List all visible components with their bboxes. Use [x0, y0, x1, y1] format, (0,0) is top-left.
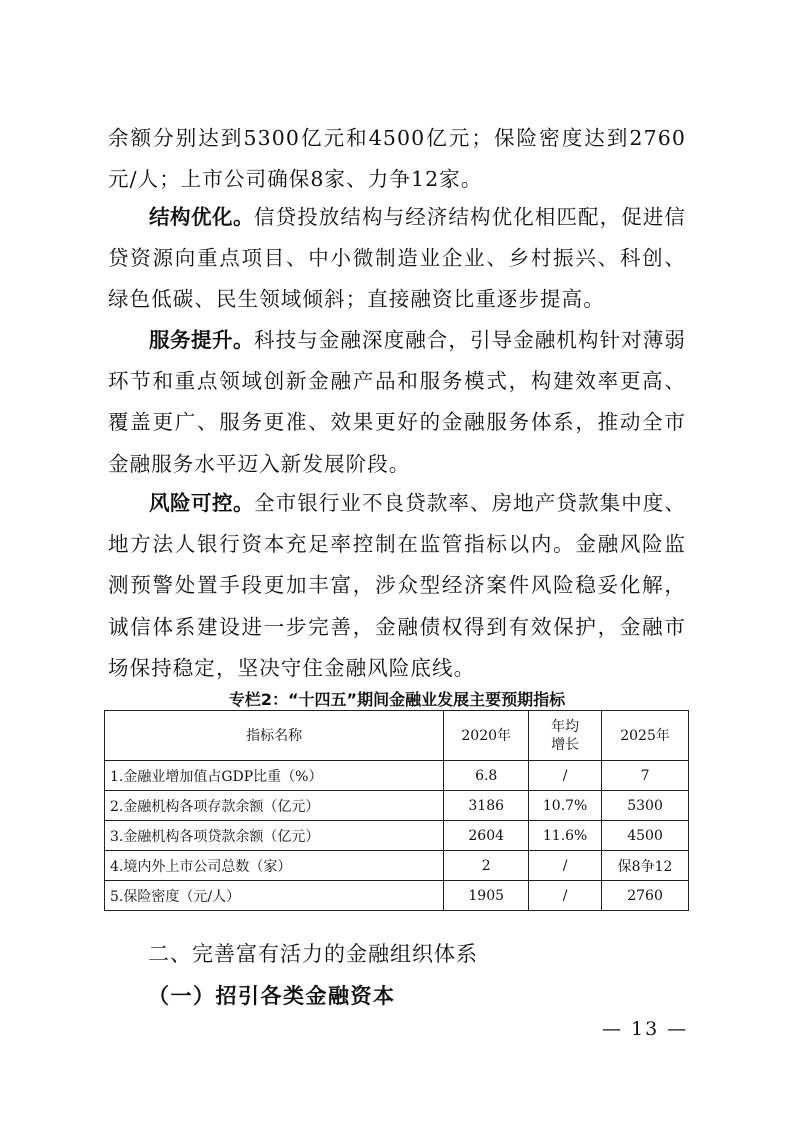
- cell-indicator-name: 4.境内外上市公司总数（家）: [105, 851, 444, 881]
- header-annual-growth: [529, 711, 602, 761]
- table-caption: 专栏2：“十四五”期间金融业发展主要预期指标: [228, 690, 566, 709]
- cell-2020: 2604: [444, 821, 529, 851]
- paragraph-lead-risk: 风险可控。: [149, 491, 254, 515]
- page-number: — 13 —: [602, 1018, 689, 1040]
- subsection-heading: （一）招引各类金融资本: [148, 984, 396, 1008]
- cell-growth: 10.7%: [529, 791, 602, 821]
- paragraph-lead-service: 服务提升。: [149, 328, 254, 352]
- cell-2025: 保8争12: [602, 851, 689, 881]
- header-growth-line1: 年均: [551, 718, 580, 735]
- cell-2025: 5300: [602, 791, 689, 821]
- cell-growth: /: [529, 761, 602, 791]
- paragraph-targets-continued: 余额分别达到5300亿元和4500亿元；保险密度达到2760元/人；上市公司确保8家、力争12家。: [108, 126, 686, 192]
- table-row: [105, 881, 689, 911]
- table-row: [105, 761, 689, 791]
- paragraph-lead-structure: 结构优化。: [149, 205, 254, 229]
- cell-2020: 3186: [444, 791, 529, 821]
- cell-2025: 4500: [602, 821, 689, 851]
- cell-2025: 7: [602, 761, 689, 791]
- cell-growth: /: [529, 851, 602, 881]
- paragraph-body-risk: 全市银行业不良贷款率、房地产贷款集中度、地方法人银行资本充足率控制在监管指标以内。金融风险监测预警处置手段更加丰富，涉众型经济案件风险稳妥化解，诚信体系建设进一步完善，金融债权得到有效保护，金融市场保持稳定，坚决守住金融风险底线。: [108, 491, 686, 680]
- paragraph-body-service: 科技与金融深度融合，引导金融机构针对薄弱环节和重点领域创新金融产品和服务模式，构建效率更高、覆盖更广、服务更准、效果更好的金融服务体系，推动全市金融服务水平迈入新发展阶段。: [108, 328, 686, 476]
- indicators-table: [104, 710, 689, 911]
- cell-2020: 6.8: [444, 761, 529, 791]
- paragraph-risk-control: [108, 483, 686, 689]
- paragraph-structure-optimization: [108, 197, 686, 321]
- cell-indicator-name: 3.金融机构各项贷款余额（亿元）: [105, 821, 444, 851]
- cell-2020: 2: [444, 851, 529, 881]
- cell-2025: 2760: [602, 881, 689, 911]
- table-row: [105, 821, 689, 851]
- header-indicator-name: 指标名称: [105, 711, 444, 761]
- header-2025: 2025年: [602, 711, 689, 761]
- table-header-row: [105, 711, 689, 761]
- cell-indicator-name: 5.保险密度（元/人）: [105, 881, 444, 911]
- paragraph-service-improvement: [108, 320, 686, 485]
- cell-growth: /: [529, 881, 602, 911]
- cell-2020: 1905: [444, 881, 529, 911]
- header-2020: 2020年: [444, 711, 529, 761]
- table-row: [105, 791, 689, 821]
- paragraph-body-structure: 信贷投放结构与经济结构优化相匹配，促进信贷资源向重点项目、中小微制造业企业、乡村振兴、科创、绿色低碳、民生领域倾斜；直接融资比重逐步提高。: [108, 205, 686, 312]
- table-row: [105, 851, 689, 881]
- cell-indicator-name: 2.金融机构各项存款余额（亿元）: [105, 791, 444, 821]
- cell-indicator-name: 1.金融业增加值占GDP比重（%）: [105, 761, 444, 791]
- cell-growth: 11.6%: [529, 821, 602, 851]
- section-heading: 二、完善富有活力的金融组织体系: [148, 942, 478, 966]
- header-growth-line2: 增长: [551, 736, 580, 753]
